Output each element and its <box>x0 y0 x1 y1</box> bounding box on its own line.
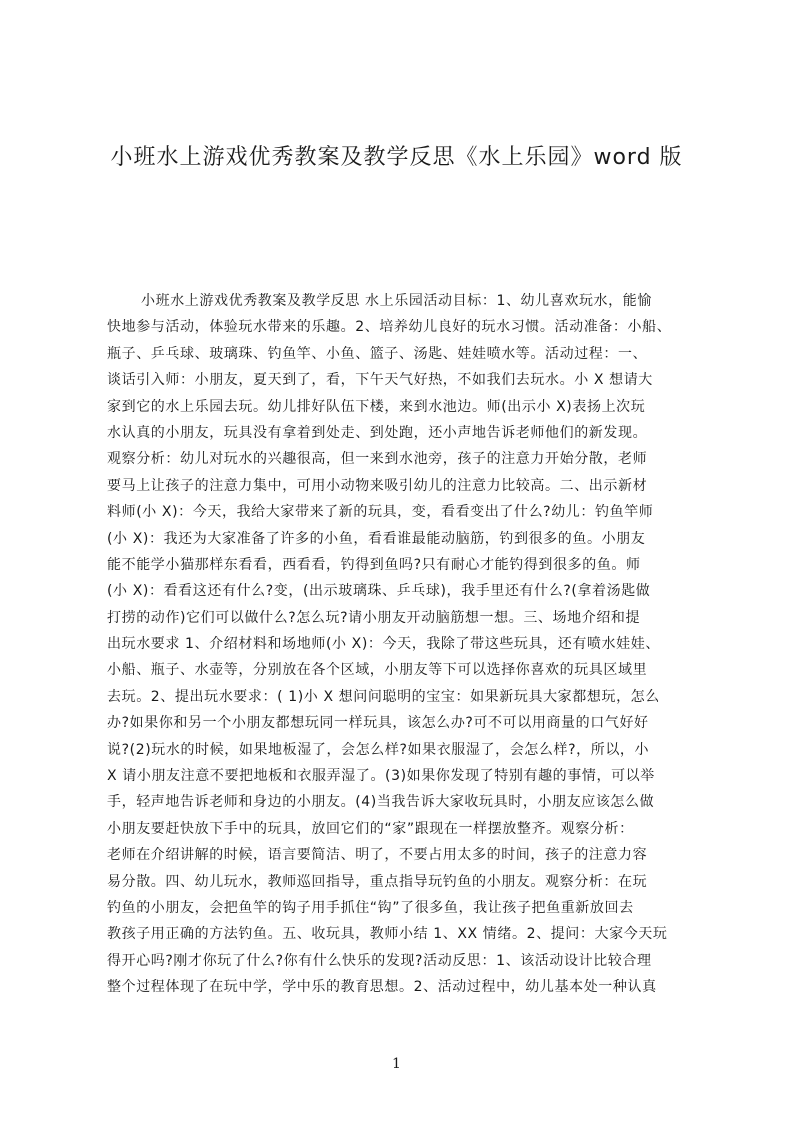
body-line: 能不能学小猫那样东看看，西看看，钓得到鱼吗?只有耐心才能钓得到很多的鱼。师 <box>107 556 641 573</box>
body-line: 钓鱼的小朋友，会把鱼竿的钩子用手抓住“钩”了很多鱼，我让孩子把鱼重新放回去 <box>107 899 634 916</box>
body-line: 要马上让孩子的注意力集中，可用小动物来吸引幼儿的注意力比较高。二、出示新材 <box>107 477 648 494</box>
body-line: X 请小朋友注意不要把地板和衣服弄湿了。(3)如果你发现了特别有趣的事情，可以举 <box>107 768 655 785</box>
document-title: 小班水上游戏优秀教案及教学反思《水上乐园》word 版 <box>110 145 683 170</box>
body-line: 教孩子用正确的方法钓鱼。五、收玩具，教师小结 1、XX 情绪。2、提问：大家今天玩 <box>107 926 668 943</box>
body-line: (小 X)：我还为大家准备了许多的小鱼，看看谁最能动脑筋，钓到很多的鱼。小朋友 <box>107 530 646 547</box>
body-line: 打捞的动作)它们可以做什么?怎么玩?请小朋友开动脑筋想一想。三、场地介绍和提 <box>107 609 641 626</box>
body-line: 整个过程体现了在玩中学，学中乐的教育思想。2、活动过程中，幼儿基本处一种认真 <box>107 979 657 996</box>
body-line: 老师在介绍讲解的时候，语言要简洁、明了，不要占用太多的时间，孩子的注意力容 <box>107 847 648 864</box>
body-line: 去玩。2、提出玩水要求：( 1)小 X 想问问聪明的宝宝：如果新玩具大家都想玩，怎么 <box>107 688 660 705</box>
body-line: 快地参与活动，体验玩水带来的乐趣。2、培养幼儿良好的玩水习惯。活动准备：小船、 <box>107 319 672 336</box>
body-line: 水认真的小朋友，玩具没有拿着到处走、到处跑，还小声地告诉老师他们的新发现。 <box>107 424 648 441</box>
body-line: 料师(小 X)：今天，我给大家带来了新的玩具，变，看看变出了什么?幼儿：钓鱼竿师 <box>107 504 654 521</box>
body-line: 办?如果你和另一个小朋友都想玩同一样玩具，该怎么办?可不可以用商量的口气好好 <box>107 715 649 732</box>
body-line: 谈话引入师：小朋友，夏天到了，看，下午天气好热，不如我们去玩水。小 X 想请大 <box>107 372 653 389</box>
body-line: 小朋友要赶快放下手中的玩具，放回它们的“家”跟现在一样摆放整齐。观察分析： <box>107 820 634 837</box>
body-line: 观察分析：幼儿对玩水的兴趣很高，但一来到水池旁，孩子的注意力开始分散，老师 <box>107 451 648 468</box>
body-line: (小 X)：看看这还有什么?变，(出示玻璃珠、乒乓球)，我手里还有什么?(拿着汤匙做 <box>107 583 651 600</box>
body-line: 小班水上游戏优秀教案及教学反思 水上乐园活动目标：1、幼儿喜欢玩水，能愉 <box>141 293 652 309</box>
page-number: 1 <box>392 1056 401 1072</box>
body-line: 出玩水要求 1、介绍材料和场地师(小 X)：今天，我除了带这些玩具，还有喷水娃娃、 <box>107 636 660 653</box>
document-body <box>107 288 698 1043</box>
body-line: 说?(2)玩水的时候，如果地板湿了，会怎么样?如果衣服湿了，会怎么样?，所以，小 <box>107 741 650 758</box>
body-line: 瓶子、乒乓球、玻璃珠、钓鱼竿、小鱼、篮子、汤匙、娃娃喷水等。活动过程：一、 <box>107 345 648 362</box>
body-line: 易分散。四、幼儿玩水，教师巡回指导，重点指导玩钓鱼的小朋友。观察分析：在玩 <box>107 873 648 890</box>
body-line: 小船、瓶子、水壶等，分别放在各个区域，小朋友等下可以选择你喜欢的玩具区域里 <box>107 662 648 679</box>
body-line: 家到它的水上乐园去玩。幼儿排好队伍下楼，来到水池边。师(出示小 X)表扬上次玩 <box>107 398 646 415</box>
body-line: 手，轻声地告诉老师和身边的小朋友。(4)当我告诉大家收玩具时，小朋友应该怎么做 <box>107 794 655 811</box>
body-line: 得开心吗?刚才你玩了什么?你有什么快乐的发现?活动反思：1、该活动设计比较合理 <box>107 952 652 969</box>
